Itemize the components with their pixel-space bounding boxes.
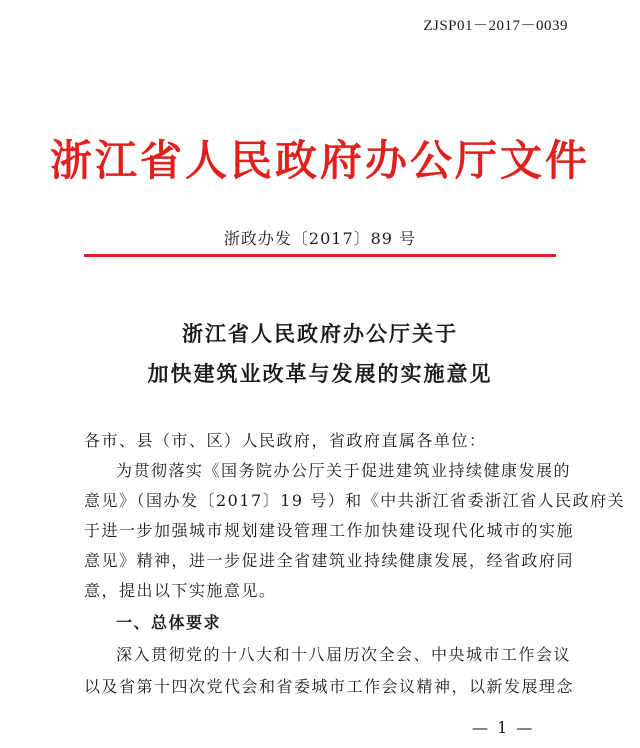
document-title-line-1: 浙江省人民政府办公厅关于 [182, 321, 458, 346]
doc-code: ZJSP01－2017－0039 [423, 18, 568, 34]
document-title-line-2: 加快建筑业改革与发展的实施意见 [147, 361, 493, 386]
doc-number: 浙政办发〔2017〕89 号 [223, 229, 417, 248]
paragraph-1-line-2: 意见》（国办发〔2017〕19 号）和《中共浙江省委浙江省人民政府关 [84, 491, 626, 510]
paragraph-1-line-4: 意见》精神，进一步促进全省建筑业持续健康发展，经省政府同 [84, 551, 575, 570]
section-heading: 一、总体要求 [116, 613, 222, 632]
paragraph-1-line-5: 意，提出以下实施意见。 [84, 581, 277, 600]
page-number: — 1 — [472, 718, 535, 737]
red-divider [84, 254, 556, 257]
recipients: 各市、县（市、区）人民政府，省政府直属各单位： [84, 431, 487, 450]
paragraph-2-line-2: 以及省第十四次党代会和省委城市工作会议精神，以新发展理念 [84, 677, 575, 696]
paragraph-2-line-1: 深入贯彻党的十八大和十八届历次全会、中央城市工作会议 [116, 645, 572, 664]
paragraph-1-line-1: 为贯彻落实《国务院办公厅关于促进建筑业持续健康发展的 [116, 461, 572, 480]
paragraph-1-line-3: 于进一步加强城市规划建设管理工作加快建设现代化城市的实施 [84, 521, 575, 540]
issuer-title: 浙江省人民政府办公厅文件 [49, 136, 590, 185]
